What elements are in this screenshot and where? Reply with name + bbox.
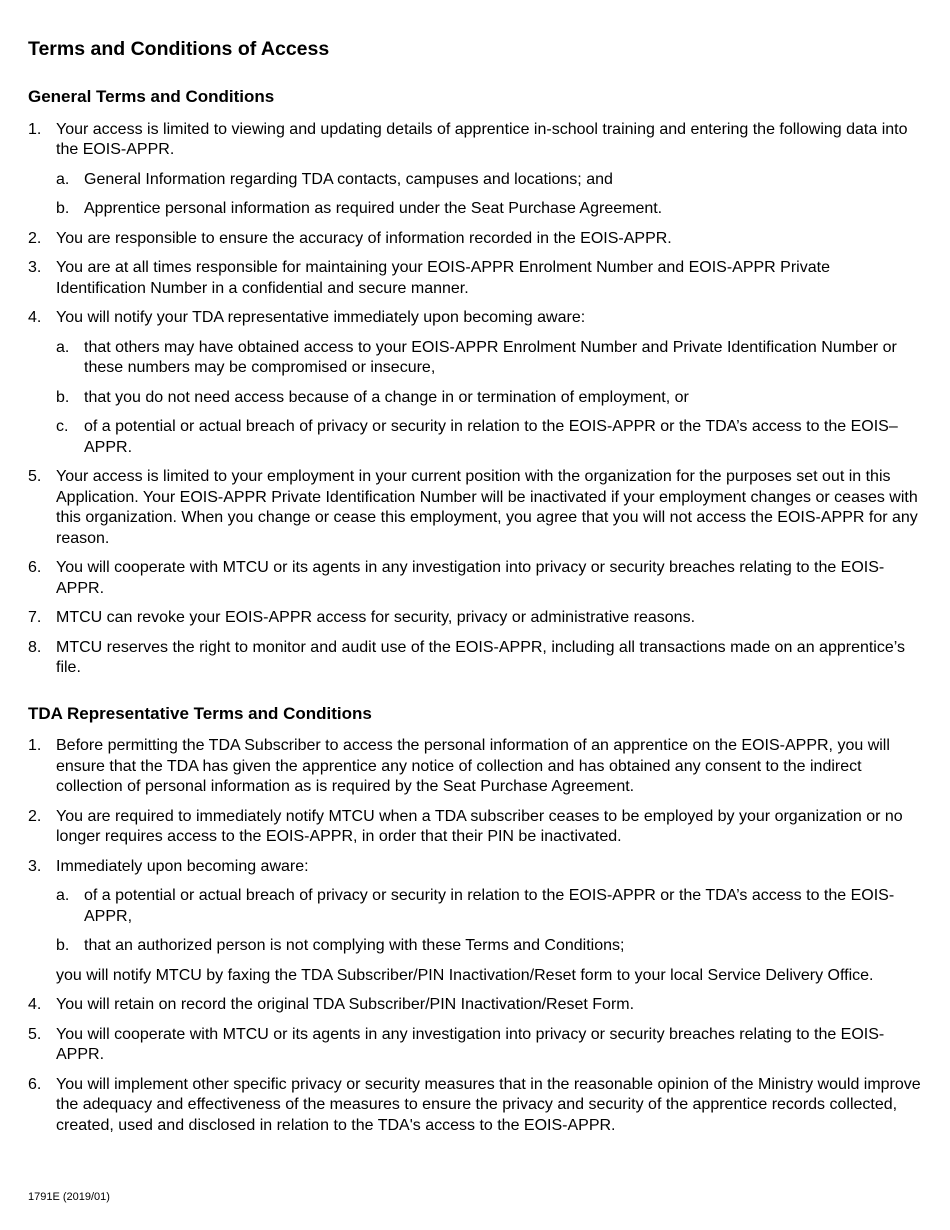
sub-item bbox=[56, 170, 922, 191]
item-text: Your access is limited to your employment in your current position with the organization for the purposes set out in this Application. Your EOIS-APPR Private Identification Number will be inactivated if your employment changes or ceases with this organization. When you change or cease this employment, you agree that you will not access the EOIS-APPR for any reason. bbox=[56, 468, 918, 547]
sub-item-text: of a potential or actual breach of privacy or security in relation to the EOIS-APPR or the TDA’s access to the EOIS-APPR, bbox=[84, 887, 895, 925]
tda-item-6 bbox=[28, 1075, 922, 1137]
general-item-5 bbox=[28, 467, 922, 549]
tda-item-3 bbox=[28, 857, 922, 987]
item-number: 1. bbox=[28, 120, 42, 138]
item-text: MTCU reserves the right to monitor and audit use of the EOIS-APPR, including all transactions made on an apprentice’s file. bbox=[56, 638, 906, 677]
item-body bbox=[56, 258, 922, 299]
sub-item-text: that an authorized person is not complying with these Terms and Conditions; bbox=[84, 937, 625, 955]
general-item-3 bbox=[28, 258, 922, 299]
tda-heading: TDA Representative Terms and Conditions bbox=[28, 703, 372, 723]
item-body bbox=[56, 638, 922, 679]
item-number: 3. bbox=[28, 857, 42, 875]
general-item-6 bbox=[28, 558, 922, 599]
item-body bbox=[56, 467, 922, 549]
item-body bbox=[56, 736, 922, 798]
item-body bbox=[56, 558, 922, 599]
item-number: 6. bbox=[28, 559, 42, 577]
sub-item-text: Apprentice personal information as required under the Seat Purchase Agreement. bbox=[84, 200, 663, 218]
item-number: 4. bbox=[28, 996, 42, 1014]
general-heading: General Terms and Conditions bbox=[28, 87, 275, 107]
sub-item-letter: b. bbox=[56, 388, 70, 406]
sub-item bbox=[56, 936, 922, 957]
item-number: 8. bbox=[28, 638, 42, 656]
item-number: 2. bbox=[28, 229, 42, 247]
item-body bbox=[56, 229, 922, 250]
item-text: You will cooperate with MTCU or its agents in any investigation into privacy or security breaches relating to the EOIS-APPR. bbox=[56, 1025, 885, 1064]
item-number: 1. bbox=[28, 737, 42, 755]
item-number: 2. bbox=[28, 807, 42, 825]
item-number: 3. bbox=[28, 259, 42, 277]
sub-item-letter: a. bbox=[56, 887, 70, 905]
item-text: You will notify your TDA representative immediately upon becoming aware: bbox=[56, 309, 586, 327]
item-number: 5. bbox=[28, 468, 42, 486]
sub-item-text: of a potential or actual breach of privacy or security in relation to the EOIS-APPR or the TDA’s access to the EOIS–APPR. bbox=[84, 418, 898, 456]
item-text: You are at all times responsible for maintaining your EOIS-APPR Enrolment Number and EOIS-APPR Private Identification Number in a confidential and secure manner. bbox=[56, 259, 830, 297]
general-item-8 bbox=[28, 638, 922, 679]
page-title: Terms and Conditions of Access bbox=[28, 38, 330, 60]
item-body bbox=[56, 1075, 922, 1137]
sub-item-text: that you do not need access because of a change in or termination of employment, or bbox=[84, 388, 689, 406]
item-number: 4. bbox=[28, 309, 42, 327]
item-body bbox=[56, 120, 922, 220]
item-body bbox=[56, 1025, 922, 1066]
sub-item bbox=[56, 388, 922, 409]
tda-item-2 bbox=[28, 807, 922, 848]
general-item-7 bbox=[28, 608, 922, 629]
item-number: 6. bbox=[28, 1075, 42, 1093]
sub-item bbox=[56, 417, 922, 458]
sub-item-letter: b. bbox=[56, 937, 70, 955]
item-text: Immediately upon becoming aware: bbox=[56, 857, 309, 875]
tda-item-5 bbox=[28, 1025, 922, 1066]
item-text: You will retain on record the original TDA Subscriber/PIN Inactivation/Reset Form. bbox=[56, 996, 635, 1014]
general-item-1 bbox=[28, 120, 922, 220]
tda-item-4 bbox=[28, 995, 922, 1016]
form-number: 1791E (2019/01) bbox=[28, 1191, 110, 1203]
item-body bbox=[56, 308, 922, 458]
item-text: You are responsible to ensure the accuracy of information recorded in the EOIS-APPR. bbox=[56, 229, 672, 247]
item-number: 5. bbox=[28, 1025, 42, 1043]
general-item-2 bbox=[28, 229, 922, 250]
sub-item-letter: a. bbox=[56, 170, 70, 188]
item-text: MTCU can revoke your EOIS-APPR access for security, privacy or administrative reasons. bbox=[56, 609, 696, 627]
item-text: Before permitting the TDA Subscriber to access the personal information of an apprentice on the EOIS-APPR, you will ensure that the TDA has given the apprentice any notice of collection and has obtained any consent to the indirect collection of personal information as is required by the Seat Purchase Agreement. bbox=[56, 737, 890, 796]
document-page bbox=[28, 38, 922, 1145]
general-item-4 bbox=[28, 308, 922, 458]
item-text: You are required to immediately notify MTCU when a TDA subscriber ceases to be employed by your organization or no longer requires access to the EOIS-APPR, in order that their PIN be inactivated. bbox=[56, 807, 903, 846]
item-body bbox=[56, 995, 922, 1016]
sub-item-text: that others may have obtained access to your EOIS-APPR Enrolment Number and Private Identification Number or these numbers may be compromised or insecure, bbox=[84, 338, 897, 377]
sub-item bbox=[56, 199, 922, 220]
general-terms-list bbox=[28, 120, 922, 679]
item-number: 7. bbox=[28, 609, 42, 627]
sub-item-text: General Information regarding TDA contacts, campuses and locations; and bbox=[84, 170, 613, 188]
sub-item-letter: c. bbox=[56, 418, 69, 436]
sub-item bbox=[56, 886, 922, 927]
tda-terms-list bbox=[28, 736, 922, 1136]
item-text: Your access is limited to viewing and updating details of apprentice in-school training and entering the following data into the EOIS-APPR. bbox=[56, 120, 908, 159]
item-body bbox=[56, 807, 922, 848]
item-text: You will implement other specific privacy or security measures that in the reasonable opinion of the Ministry would improve the adequacy and effectiveness of the measures to ensure the privacy and security of the apprentice records collected, created, used and disclosed in relation to the TDA's access to the EOIS-APPR. bbox=[56, 1075, 921, 1134]
sub-item bbox=[56, 338, 922, 379]
item-body bbox=[56, 608, 922, 629]
sub-item-letter: b. bbox=[56, 200, 70, 218]
item-trailing-text: you will notify MTCU by faxing the TDA Subscriber/PIN Inactivation/Reset form to your local Service Delivery Office. bbox=[56, 966, 874, 984]
tda-item-1 bbox=[28, 736, 922, 798]
item-body bbox=[56, 857, 922, 987]
item-text: You will cooperate with MTCU or its agents in any investigation into privacy or security breaches relating to the EOIS-APPR. bbox=[56, 559, 885, 597]
sub-item-letter: a. bbox=[56, 338, 70, 356]
